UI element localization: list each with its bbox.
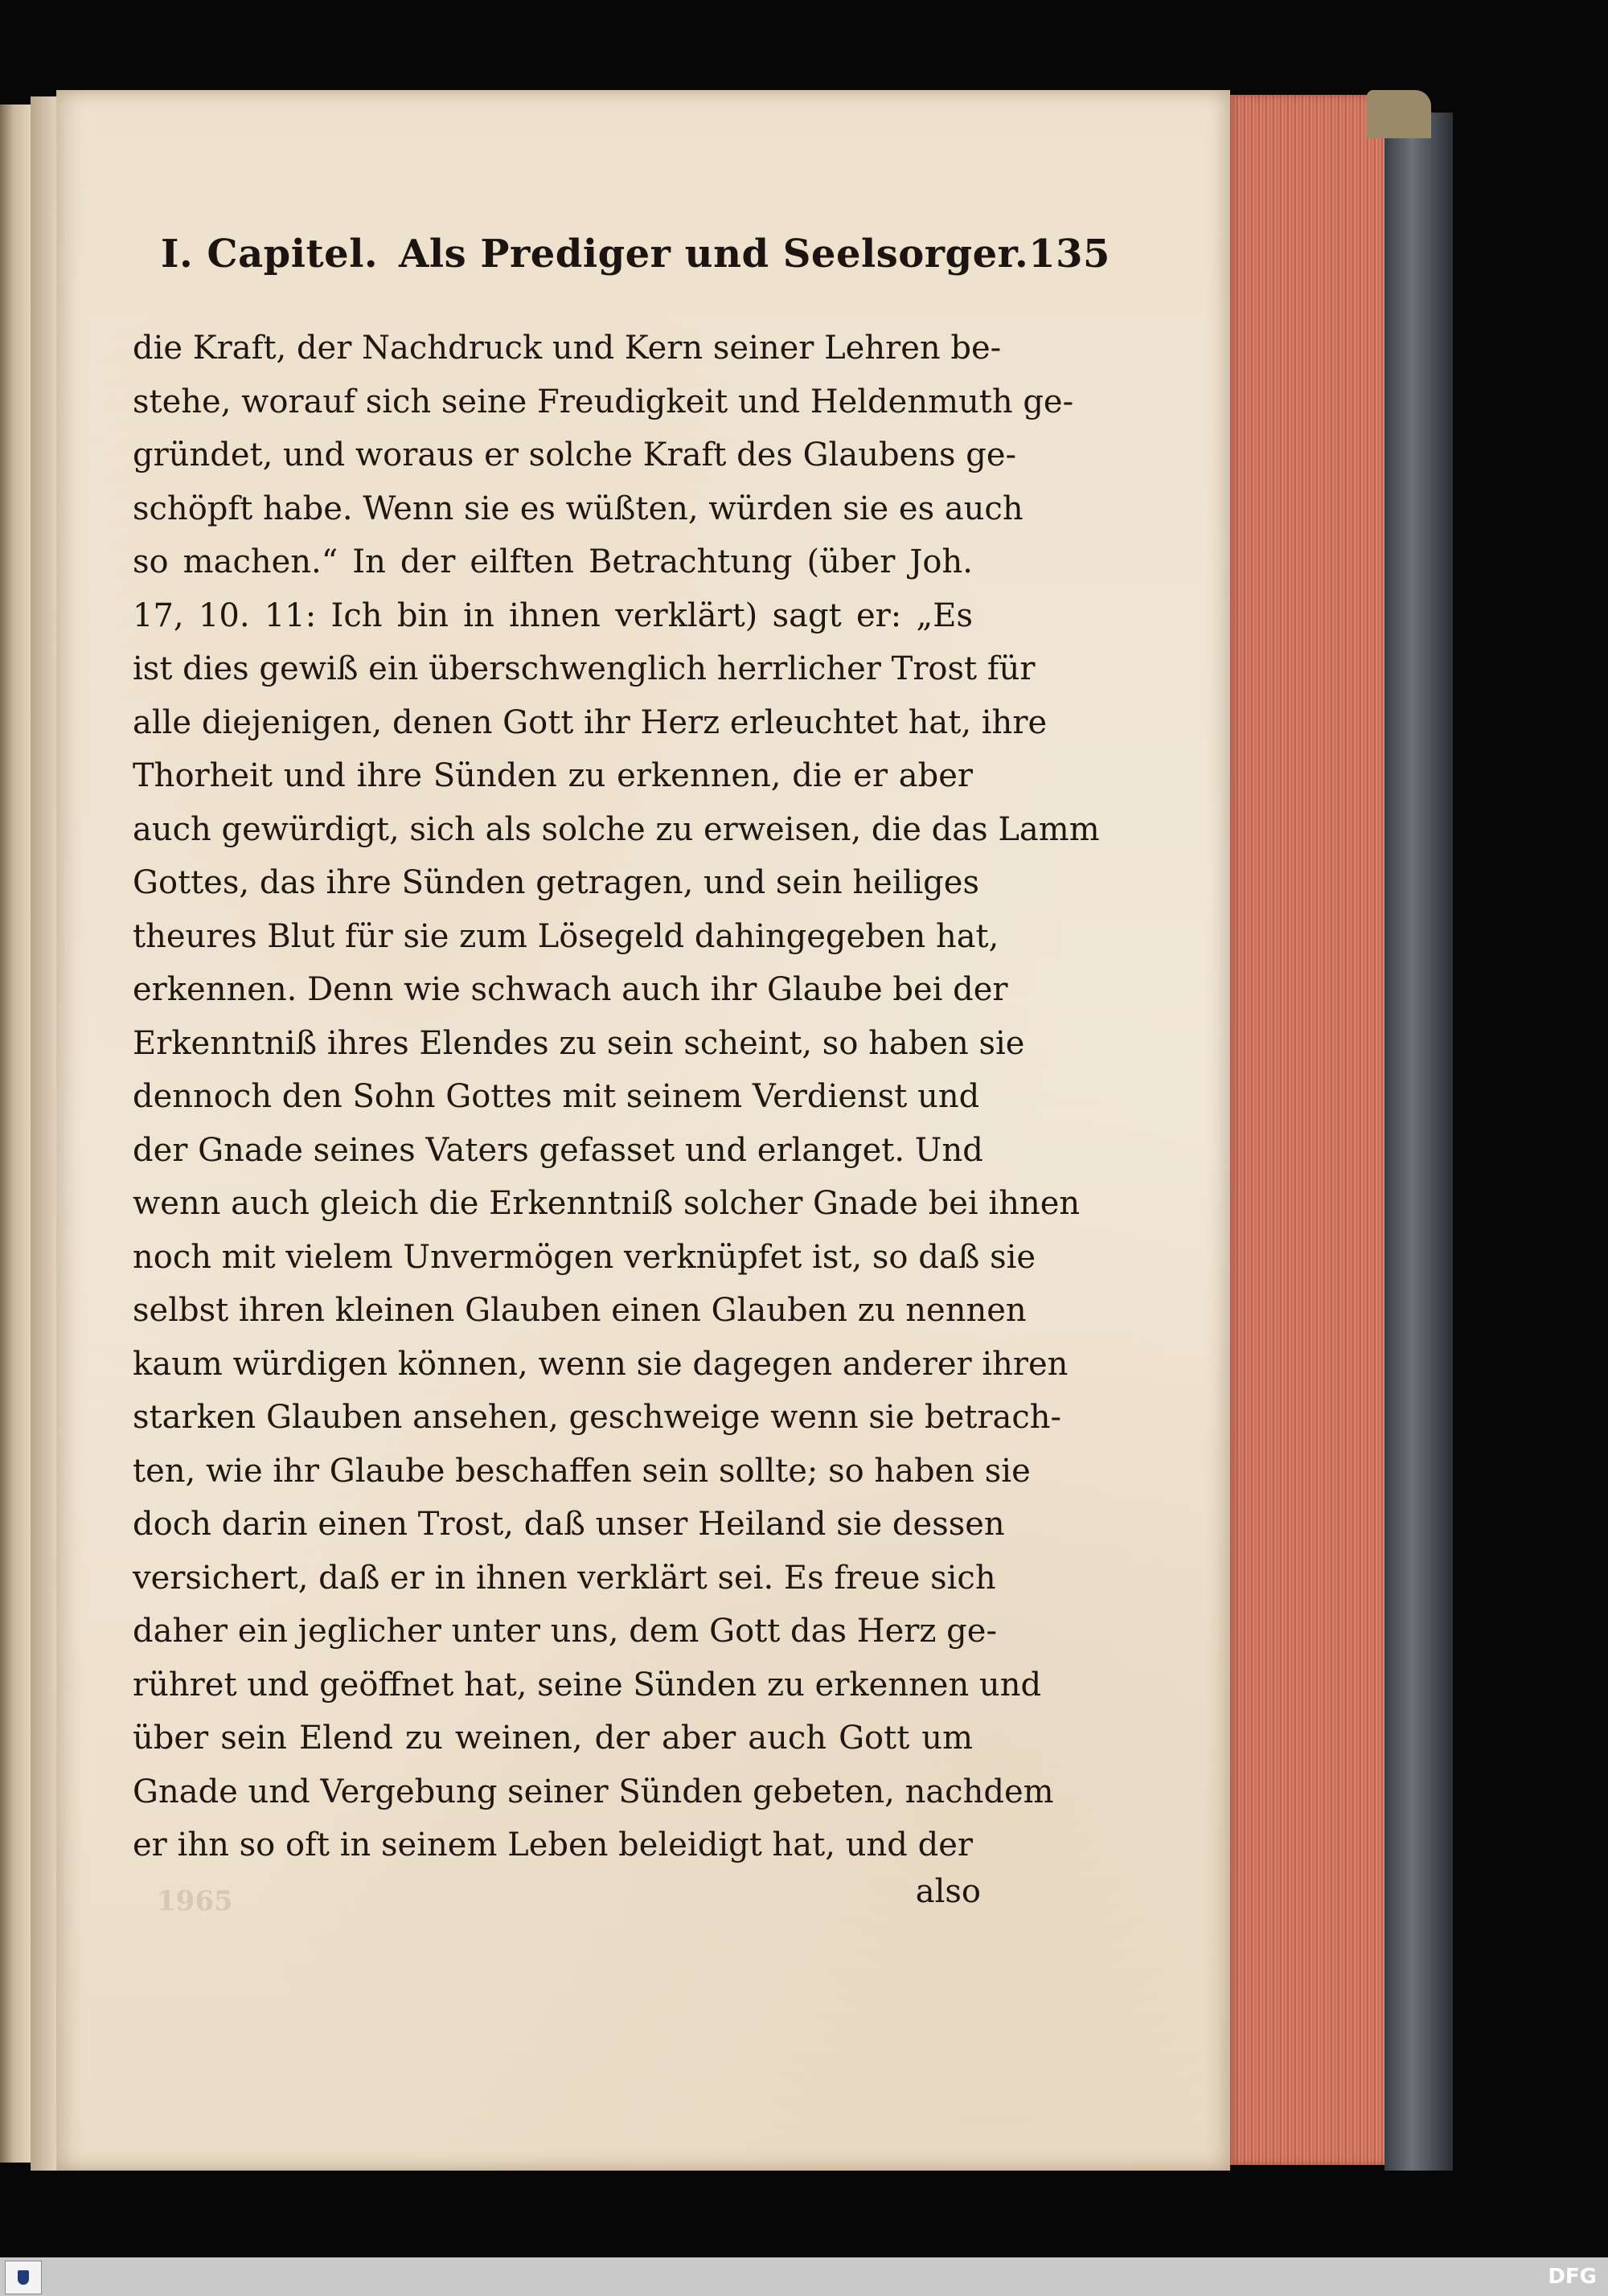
header-title: Als Prediger und Seelsorger.	[399, 232, 1029, 277]
text-line: Thorheit und ihre Sünden zu erkennen, die er aber	[133, 757, 973, 794]
text-line: schöpft habe. Wenn sie es wüßten, würden sie es auch	[133, 490, 1023, 527]
text-line: selbst ihren kleinen Glauben einen Glauben zu nennen	[133, 1292, 1027, 1329]
page-number: 135	[1028, 232, 1110, 277]
text-line: wenn auch gleich die Erkenntniß solcher Gnade bei ihnen	[133, 1185, 1081, 1222]
text-line: alle diejenigen, denen Gott ihr Herz erleuchtet hat, ihre	[133, 703, 1048, 741]
left-page-edge	[0, 105, 32, 2163]
body-text	[133, 322, 1100, 1872]
text-line: stehe, worauf sich seine Freudigkeit und Heldenmuth ge-	[133, 383, 1074, 420]
text-line: ist dies gewiß ein überschwenglich herrlicher Trost für	[133, 650, 1036, 687]
catchword: also	[915, 1873, 981, 1910]
running-header	[161, 232, 1110, 296]
dfg-logo: DFG	[1548, 2265, 1597, 2289]
text-line: Erkenntniß ihres Elendes zu sein scheint, so haben sie	[133, 1024, 1025, 1062]
text-line: gründet, und woraus er solche Kraft des Glaubens ge-	[133, 437, 1017, 474]
text-line: ten, wie ihr Glaube beschaffen sein sollte; so haben sie	[133, 1452, 1031, 1490]
text-line: doch darin einen Trost, daß unser Heiland sie dessen	[133, 1506, 1005, 1543]
text-line: 17, 10. 11: Ich bin in ihnen verklärt) sagt er: „Es	[133, 597, 973, 634]
text-line: starken Glauben ansehen, geschweige wenn sie betrach-	[133, 1399, 1062, 1436]
text-line: noch mit vielem Unvermögen verknüpfet ist, so daß sie	[133, 1238, 1036, 1276]
viewer-footer-bar	[0, 2257, 1608, 2296]
text-line: erkennen. Denn wie schwach auch ihr Glaube bei der	[133, 971, 1008, 1008]
text-line: er ihn so oft in seinem Leben beleidigt hat, und der	[133, 1827, 973, 1863]
text-line: theures Blut für sie zum Lösegeld dahingegeben hat,	[133, 917, 999, 955]
text-line: versichert, daß er in ihnen verklärt sei. Es freue sich	[133, 1559, 996, 1597]
text-line: auch gewürdigt, sich als solche zu erweisen, die das Lamm	[133, 810, 1100, 848]
text-line: Gottes, das ihre Sünden getragen, und sein heiliges	[133, 864, 979, 901]
text-line: Gnade und Vergebung seiner Sünden gebeten, nachdem	[133, 1773, 1054, 1810]
book-cover-corner	[1367, 90, 1431, 138]
text-line: dennoch den Sohn Gottes mit seinem Verdienst und	[133, 1078, 980, 1115]
text-line: daher ein jeglicher unter uns, dem Gott das Herz ge-	[133, 1613, 997, 1650]
text-line: der Gnade seines Vaters gefasset und erlanget. Und	[133, 1131, 983, 1169]
crest-icon	[18, 2270, 29, 2285]
book-cover-edge	[1384, 113, 1453, 2171]
red-fore-edge	[1226, 95, 1387, 2165]
library-logo	[5, 2261, 42, 2294]
text-line: so machen.“ In der eilften Betrachtung (über Joh.	[133, 543, 973, 580]
library-stamp: 1965	[157, 1885, 233, 1917]
text-line: über sein Elend zu weinen, der aber auch Gott um	[133, 1720, 973, 1757]
text-line: kaum würdigen können, wenn sie dagegen anderer ihren	[133, 1345, 1069, 1383]
text-line: die Kraft, der Nachdruck und Kern seiner Lehren be-	[133, 330, 1002, 367]
text-line: rühret und geöffnet hat, seine Sünden zu erkennen und	[133, 1666, 1042, 1704]
chapter-label: I. Capitel.	[161, 232, 379, 277]
